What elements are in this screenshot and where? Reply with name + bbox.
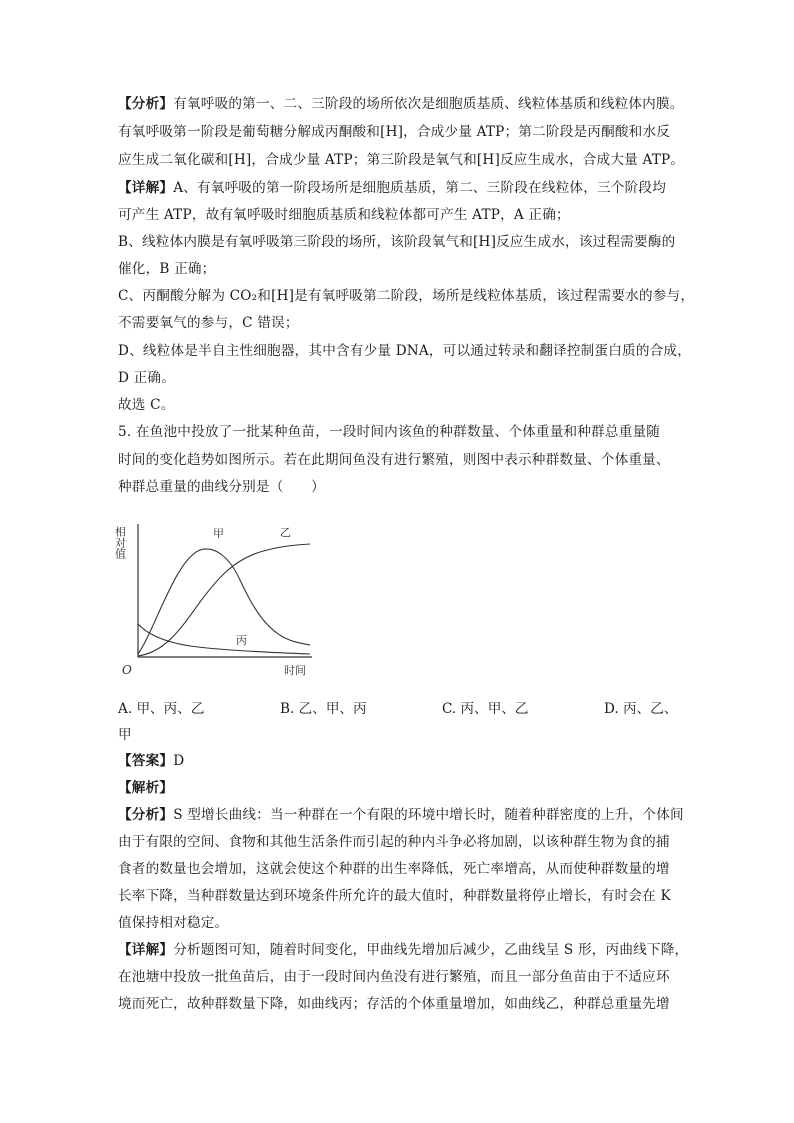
curve-bing (138, 624, 310, 654)
detail-1-line-7 (118, 342, 691, 360)
detail-text: 可产生 ATP，故有氧呼吸时细胞质基质和线粒体都可产生 ATP，A 正确； (118, 207, 570, 223)
detail-1-line-8 (118, 369, 678, 387)
detail-1-line-4 (118, 260, 678, 278)
origin-label: O (122, 663, 132, 677)
question-5-line-1: 5. 在鱼池中投放了一批某种鱼苗，一段时间内该鱼的种群数量、个体重量和种群总重量随 (118, 424, 661, 440)
option-c: C. 丙、甲、乙 (442, 701, 529, 717)
analysis-text: S 型增长曲线：当一种群在一个有限的环境中增长时，随着种群密度的上升，个体间 (173, 807, 684, 823)
detail-text: C、丙酮酸分解为 CO₂和[H]是有氧呼吸第二阶段，场所是线粒体基质，该过程需要水的参与， (118, 288, 695, 304)
analysis-2-line-2: 由于有限的空间、食物和其他生活条件而引起的种内斗争必将加剧，以该种群生物为食的捕 (118, 834, 670, 850)
curve-jia (138, 549, 310, 654)
analysis-text: 应生成二氧化碳和[H]，合成少量 ATP；第三阶段是氧气和[H]反应生成水，合成大量 ATP。 (118, 152, 685, 168)
explanation-header: 【解析】 (118, 780, 174, 796)
x-axis-label: 时间 (284, 664, 306, 677)
detail-text: D 正确。 (118, 370, 176, 386)
detail-text: A、有氧呼吸的第一阶段场所是细胞质基质，第二、三阶段在线粒体，三个阶段均 (173, 180, 666, 196)
curve-label-bing: 丙 (236, 634, 247, 647)
answer-tag: 【答案】 (118, 753, 174, 769)
y-axis-label: 相对值 (113, 526, 127, 559)
detail-tag: 【详解】 (118, 942, 174, 958)
analysis-1-line-3 (118, 151, 685, 169)
option-d: D. 丙、乙、 (604, 701, 678, 717)
detail-1-line-6 (118, 314, 678, 332)
analysis-2-line-1 (118, 806, 684, 824)
detail-text: 分析题图可知，随着时间变化，甲曲线先增加后减少，乙曲线呈 S 形，丙曲线下降， (173, 942, 689, 958)
analysis-2-line-3: 食者的数量也会增加，这就会使这个种群的出生率降低，死亡率增高，从而使种群数量的增 (118, 861, 670, 877)
analysis-1-line-2 (118, 123, 678, 141)
detail-1-line-3 (118, 233, 678, 251)
detail-text: 故选 C。 (118, 397, 175, 413)
detail-2-line-3: 境而死亡，故种群数量下降，如曲线丙；存活的个体重量增加，如曲线乙，种群总重量先增 (118, 996, 670, 1012)
analysis-tag: 【分析】 (118, 96, 174, 112)
analysis-2-line-4: 长率下降，当种群数量达到环境条件所允许的最大值时，种群数量将停止增长，有时会在 K (118, 888, 671, 904)
answer-value: D (173, 753, 185, 769)
detail-text: 催化，B 正确； (118, 261, 216, 277)
analysis-2-line-5: 值保持相对稳定。 (118, 915, 229, 931)
detail-tag: 【详解】 (118, 180, 174, 196)
analysis-text: 有氧呼吸的第一、二、三阶段的场所依次是细胞质基质、线粒体基质和线粒体内膜。 (173, 96, 684, 112)
detail-text: D、线粒体是半自主性细胞器，其中含有少量 DNA，可以通过转录和翻译控制蛋白质的合成， (118, 343, 691, 359)
option-a: A. 甲、丙、乙 (118, 701, 205, 717)
option-d-wrap: 甲 (118, 727, 132, 743)
curves-figure (113, 520, 320, 678)
curve-label-yi: 乙 (280, 526, 291, 539)
analysis-text: 有氧呼吸第一阶段是葡萄糖分解成丙酮酸和[H]，合成少量 ATP；第二阶段是丙酮酸和水反 (118, 124, 671, 140)
detail-text: B、线粒体内膜是有氧呼吸第三阶段的场所，该阶段氧气和[H]反应生成水，该过程需要酶的 (118, 234, 676, 250)
detail-1-line-2 (118, 206, 678, 224)
answer-line (118, 752, 678, 770)
analysis-1-line-1 (118, 95, 684, 113)
detail-1-line-5 (118, 287, 695, 305)
detail-1-line-1 (118, 179, 678, 197)
detail-1-line-9 (118, 396, 678, 414)
curves-figure-svg (113, 520, 320, 678)
curve-label-jia: 甲 (213, 527, 224, 540)
analysis-tag: 【分析】 (118, 807, 174, 823)
option-b: B. 乙、甲、丙 (280, 701, 367, 717)
question-5-line-2: 时间的变化趋势如图所示。若在此期间鱼没有进行繁殖，则图中表示种群数量、个体重量、 (118, 452, 670, 468)
question-5-line-3: 种群总重量的曲线分别是（ ） (118, 479, 325, 495)
detail-2-line-2: 在池塘中投放一批鱼苗后，由于一段时间内鱼没有进行繁殖，而且一部分鱼苗由于不适应环 (118, 969, 670, 985)
detail-text: 不需要氧气的参与，C 错误； (118, 315, 299, 331)
detail-2-line-1 (118, 941, 689, 959)
